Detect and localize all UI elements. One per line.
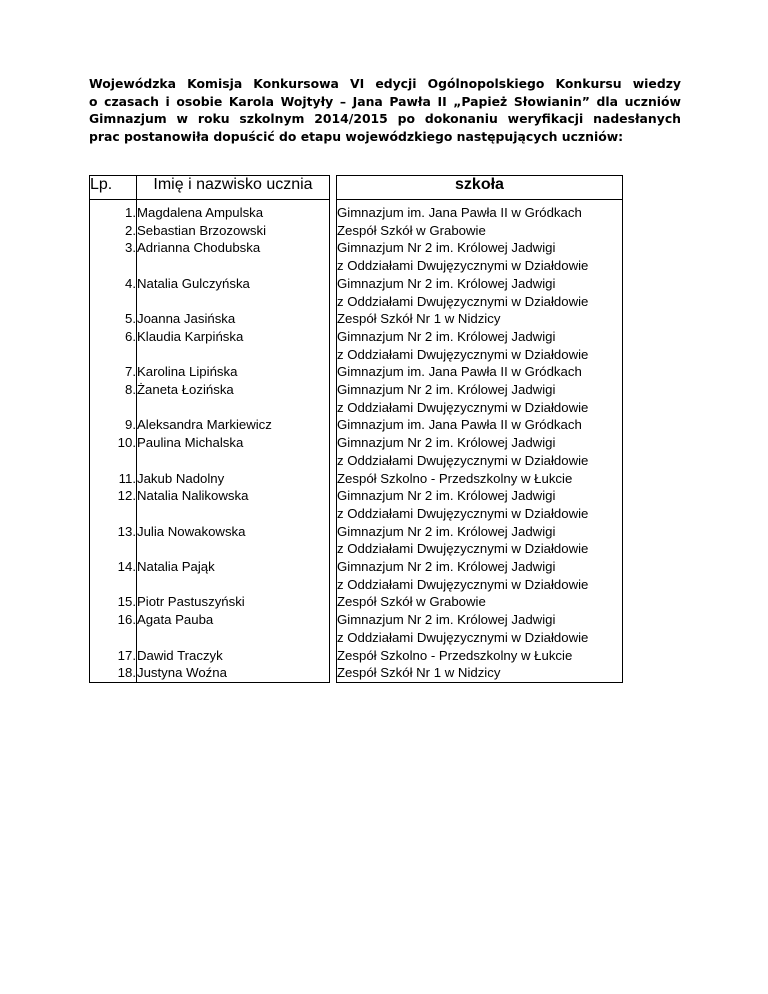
column-gap [330,416,337,434]
table-row [90,239,623,274]
student-name: Adrianna Chodubska [137,239,330,274]
table-row [90,470,623,488]
intro-line: o czasach i osobie Karola Wojtyły – Jana Pawła II „Papież Słowianin” dla uczniów [89,93,681,109]
table-row [90,416,623,434]
table-header-row [90,176,623,200]
school-name [337,523,623,558]
school-line: Zespół Szkół Nr 1 w Nidzicy [337,311,501,327]
school-line: Gimnazjum Nr 2 im. Królowej Jadwigi [337,523,556,539]
student-name: Justyna Woźna [137,664,330,682]
student-name: Magdalena Ampulska [137,200,330,222]
row-number: 18. [90,664,137,682]
header-lp: Lp. [90,176,137,200]
column-gap [330,328,337,363]
school-name [337,239,623,274]
school-name [337,363,623,381]
row-number: 5. [90,310,137,328]
school-name [337,647,623,665]
table-row [90,647,623,665]
header-school: szkoła [337,176,623,200]
column-gap [330,275,337,310]
row-number: 8. [90,381,137,416]
school-line: z Oddziałami Dwujęzycznymi w Działdowie [337,541,589,557]
school-line: Gimnazjum Nr 2 im. Królowej Jadwigi [337,435,556,451]
school-line: Gimnazjum im. Jana Pawła II w Gródkach [337,205,582,220]
column-gap [330,664,337,682]
school-name [337,611,623,646]
school-name [337,200,623,222]
school-line: Gimnazjum Nr 2 im. Królowej Jadwigi [337,612,556,628]
header-name: Imię i nazwisko ucznia [137,176,330,200]
student-name: Natalia Nalikowska [137,487,330,522]
column-gap [330,558,337,593]
row-number: 15. [90,593,137,611]
table-row [90,363,623,381]
school-line: Gimnazjum Nr 2 im. Królowej Jadwigi [337,275,556,291]
student-name: Julia Nowakowska [137,523,330,558]
column-gap [330,647,337,665]
student-name: Natalia Pająk [137,558,330,593]
student-name: Jakub Nadolny [137,470,330,488]
intro-paragraph [89,75,681,145]
row-number: 3. [90,239,137,274]
table-row [90,523,623,558]
table-row [90,593,623,611]
school-line: Gimnazjum Nr 2 im. Królowej Jadwigi [337,240,556,256]
row-number: 7. [90,363,137,381]
school-name [337,310,623,328]
school-line: Gimnazjum im. Jana Pawła II w Gródkach [337,417,582,433]
student-name: Agata Pauba [137,611,330,646]
column-gap [330,239,337,274]
row-number: 2. [90,222,137,240]
student-name: Karolina Lipińska [137,363,330,381]
school-line: Gimnazjum Nr 2 im. Królowej Jadwigi [337,328,556,344]
row-number: 9. [90,416,137,434]
student-name: Klaudia Karpińska [137,328,330,363]
table-row [90,558,623,593]
table-row [90,664,623,682]
school-name [337,222,623,240]
student-name: Natalia Gulczyńska [137,275,330,310]
school-line: z Oddziałami Dwujęzycznymi w Działdowie [337,505,589,521]
table-body [90,200,623,683]
school-line: Gimnazjum im. Jana Pawła II w Gródkach [337,364,582,380]
table-row [90,487,623,522]
table-row [90,434,623,469]
school-name [337,664,623,682]
row-number: 16. [90,611,137,646]
school-line: Gimnazjum Nr 2 im. Królowej Jadwigi [337,488,556,504]
school-line: z Oddziałami Dwujęzycznymi w Działdowie [337,576,589,592]
student-name: Aleksandra Markiewicz [137,416,330,434]
row-number: 10. [90,434,137,469]
school-line: Zespół Szkolno - Przedszkolny w Łukcie [337,647,573,663]
row-number: 1. [90,200,137,222]
column-gap [330,200,337,222]
table-row [90,381,623,416]
column-gap [330,381,337,416]
school-name [337,381,623,416]
row-number: 6. [90,328,137,363]
column-gap [330,611,337,646]
column-gap [330,593,337,611]
school-name [337,470,623,488]
row-number: 13. [90,523,137,558]
column-gap [330,487,337,522]
school-line: Zespół Szkół w Grabowie [337,222,486,238]
school-line: Zespół Szkół Nr 1 w Nidzicy [337,665,501,681]
school-line: Zespół Szkolno - Przedszkolny w Łukcie [337,470,573,486]
school-name [337,328,623,363]
student-name: Joanna Jasińska [137,310,330,328]
school-name [337,434,623,469]
student-name: Piotr Pastuszyński [137,593,330,611]
table-row [90,200,623,222]
school-name [337,487,623,522]
column-gap [330,310,337,328]
table-row [90,328,623,363]
school-line: z Oddziałami Dwujęzycznymi w Działdowie [337,452,589,468]
school-name [337,558,623,593]
student-name: Paulina Michalska [137,434,330,469]
column-gap [330,222,337,240]
school-line: z Oddziałami Dwujęzycznymi w Działdowie [337,293,589,309]
school-line: z Oddziałami Dwujęzycznymi w Działdowie [337,258,589,274]
column-gap [330,176,337,200]
row-number: 12. [90,487,137,522]
school-line: Gimnazjum Nr 2 im. Królowej Jadwigi [337,382,556,398]
column-gap [330,523,337,558]
school-name [337,416,623,434]
intro-line: prac postanowiła dopuścić do etapu wojewódzkiego następujących uczniów: [89,128,624,144]
table-row [90,275,623,310]
school-name [337,593,623,611]
row-number: 4. [90,275,137,310]
school-name [337,275,623,310]
row-number: 17. [90,647,137,665]
school-line: z Oddziałami Dwujęzycznymi w Działdowie [337,629,589,645]
school-line: Zespół Szkół w Grabowie [337,594,486,610]
row-number: 14. [90,558,137,593]
column-gap [330,470,337,488]
table-row [90,222,623,240]
column-gap [330,434,337,469]
student-name: Żaneta Łozińska [137,381,330,416]
student-name: Dawid Traczyk [137,647,330,665]
table-row [90,611,623,646]
student-name: Sebastian Brzozowski [137,222,330,240]
table-row [90,310,623,328]
row-number: 11. [90,470,137,488]
school-line: Gimnazjum Nr 2 im. Królowej Jadwigi [337,559,556,575]
students-table [89,175,623,683]
school-line: z Oddziałami Dwujęzycznymi w Działdowie [337,346,589,362]
column-gap [330,363,337,381]
intro-line: Wojewódzka Komisja Konkursowa VI edycji Ogólnopolskiego Konkursu wiedzy [89,76,681,91]
intro-line: Gimnazjum w roku szkolnym 2014/2015 po dokonaniu weryfikacji nadesłanych [89,111,681,126]
school-line: z Oddziałami Dwujęzycznymi w Działdowie [337,399,589,415]
